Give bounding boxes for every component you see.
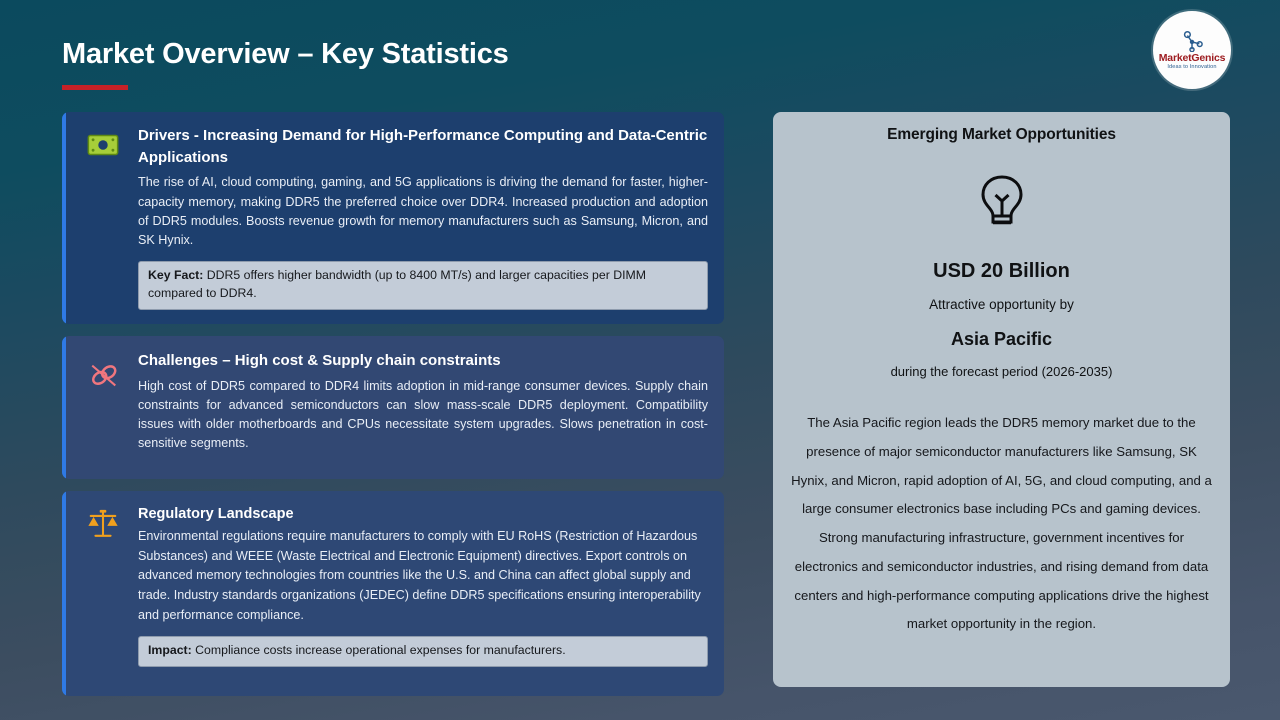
callout-label: Key Fact:	[148, 267, 204, 282]
card-accent-stripe	[62, 491, 66, 696]
opportunity-period: during the forecast period (2026-2035)	[890, 364, 1113, 379]
card-accent-stripe	[62, 112, 66, 324]
lightbulb-icon-wrap	[791, 174, 1212, 232]
card-challenges	[62, 336, 724, 479]
callout-text: DDR5 offers higher bandwidth (up to 8400 MT/s) and larger capacities per DIMM compared to DDR4.	[148, 267, 647, 300]
card-body: High cost of DDR5 compared to DDR4 limits adoption in mid-range consumer devices. Supply chain constraints for advanced semiconductors can slow mass-scale DDR5 deployment. Compatibility issues with older motherboards and CPUs necessitate system upgrades. Slows penetration in cost-sensitive segments.	[138, 378, 708, 451]
card-body: The rise of AI, cloud computing, gaming, and 5G applications is driving the demand for faster, higher-capacity memory, making DDR5 the preferred choice over DDR4. Increased production and adoption of DDR5 modules. Boosts revenue growth for memory manufacturers such as Samsung, Micron, and SK Hynix.	[138, 175, 708, 247]
card-drivers	[62, 112, 724, 324]
money-banknote-icon	[86, 128, 120, 162]
callout-label: Impact:	[148, 643, 192, 658]
node-graph-icon	[1179, 30, 1205, 52]
opportunity-value: USD 20 Billion	[933, 260, 1070, 282]
broken-chain-link-icon	[88, 360, 120, 392]
callout-text: Compliance costs increase operational expenses for manufacturers.	[191, 643, 566, 658]
balance-scales-icon	[86, 507, 120, 541]
card-title: Challenges – High cost & Supply chain constraints	[138, 351, 501, 369]
page-title: Market Overview – Key Statistics	[62, 38, 509, 70]
impact-callout	[138, 636, 708, 667]
emerging-opportunities-panel	[773, 112, 1230, 687]
logo-company-name: MarketGenics	[1158, 51, 1226, 64]
brand-logo	[1153, 11, 1231, 89]
panel-title: Emerging Market Opportunities	[887, 126, 1116, 143]
opportunity-value-caption: Attractive opportunity by	[929, 297, 1074, 312]
opportunity-region: Asia Pacific	[950, 329, 1053, 349]
title-underline-rule	[62, 85, 128, 90]
card-title: Regulatory Landscape	[138, 505, 294, 522]
insight-cards-column	[62, 112, 724, 708]
opportunity-description: The Asia Pacific region leads the DDR5 memory market due to the presence of major semiconductor manufacturers like Samsung, SK Hynix, and Micron, rapid adoption of AI, 5G, and cloud computing, and a large consumer electronics base including PCs and gaming devices. Strong manufacturing infrastructure, government incentives for electronics and semiconductor industries, and rising demand from data centers and high-performance computing applications drive the highest market opportunity in the region.	[791, 415, 1212, 632]
card-body: Environmental regulations require manufacturers to comply with EU RoHS (Restriction of Hazardous Substances) and WEEE (Waste Electrical and Electronic Equipment) directives. Export controls on advanced memory technologies from countries like the U.S. and China can affect global supply and trade. Industry standards organizations (JEDEC) define DDR5 specifications ensuring interoperability and performance compliance.	[138, 529, 701, 622]
lightbulb-icon	[974, 174, 1030, 232]
card-regulatory	[62, 491, 724, 696]
card-title: Drivers - Increasing Demand for High-Performance Computing and Data-Centric Applications	[138, 127, 708, 167]
logo-tagline: Ideas to Innovation	[1167, 63, 1217, 70]
key-fact-callout	[138, 261, 708, 310]
card-accent-stripe	[62, 336, 66, 479]
